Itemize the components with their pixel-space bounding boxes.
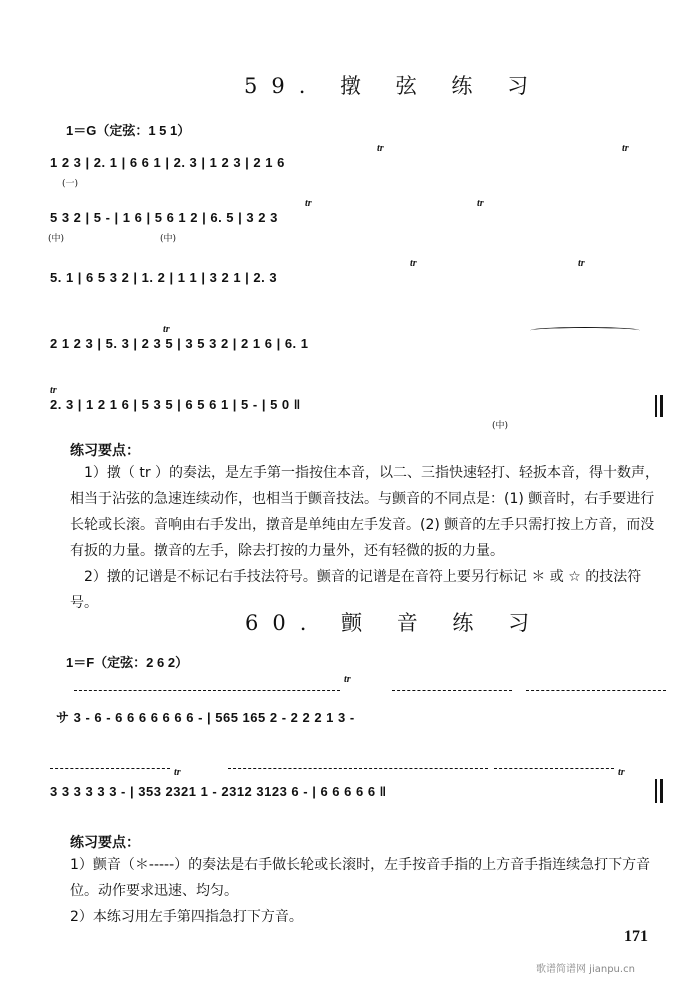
string-mark: (中) [492,421,509,431]
notation-line-2: 5 3 2 | 5 - | 1 6 | 5 6 1 2 | 6. 5 | 3 2 3 [50,210,278,225]
practice-paragraph-2: 2）撴的记谱是不标记右手技法符号。颤音的记谱是在音符上要另行标记 ＊ 或 ☆ 的技法符号。 [70,569,642,611]
practice-notes-60 [70,852,666,930]
tie-arc [530,327,640,334]
practice-header-59: 练习要点： [70,442,140,458]
trill-mark: tr [344,674,351,685]
watermark: 歌谱简谱网 jianpu.cn [536,964,635,975]
notation-line-3: 5. 1 | 6 5 3 2 | 1. 2 | 1 1 | 3 2 1 | 2. 3 [50,270,278,285]
final-barline-thick [660,779,663,803]
key-signature-60: 1＝F（定弦：2 6 2） [66,655,189,670]
final-barline-thick [660,395,663,417]
key-signature-59: 1＝G（定弦：1 5 1） [66,123,191,138]
tremolo-line [50,768,170,769]
tremolo-line [494,768,614,769]
practice-notes-59 [70,460,666,616]
practice-paragraph-1: 1）撴（ tr ）的奏法，是左手第一指按住本音，以二、三指快速轻打、轻扳本音，得十数声，相当于沾弦的急速连续动作，也相当于颤音技法。与颤音的不同点是：(1) 颤音时，右手要进行长轮或长滚。音响由右手发出，撴音是单纯由左手发音。(2) 颤音的左手只需打按上方音，而没有扳的力量。撴音的左手，除去打按的力量外，还有轻微的扳的力量。 [70,465,660,559]
trill-mark: tr [618,767,625,778]
tremolo-line [228,768,488,769]
notation-line-1: 1 2 3 | 2. 1 | 6 6 1 | 2. 3 | 1 2 3 | 2 1 6 [50,155,285,170]
practice-header-60: 练习要点： [70,834,140,850]
trill-mark: tr [163,324,170,335]
trill-mark: tr [578,258,585,269]
tremolo-line [74,690,340,691]
final-barline-thin [655,395,657,417]
practice-paragraph-4: 2）本练习用左手第四指急打下方音。 [70,909,303,925]
trill-mark: tr [50,385,57,396]
trill-mark: tr [477,198,484,209]
notation-line-5: 2. 3 | 1 2 1 6 | 5 3 5 | 6 5 6 1 | 5 - | 5 0 ‖ [50,397,301,412]
string-mark: (中) [160,234,177,244]
trill-mark: tr [174,767,181,778]
trill-mark: tr [305,198,312,209]
string-mark: (一) [62,179,79,189]
practice-paragraph-3: 1）颤音（＊-----）的奏法是右手做长轮或长滚时，左手按音手指的上方音手指连续急打下方音位。动作要求迅速、均匀。 [70,857,651,899]
tremolo-line [392,690,512,691]
notation-line-4: 2 1 2 3 | 5. 3 | 2 3 5 | 3 5 3 2 | 2 1 6 | 6. 1 [50,336,309,351]
notation-line-6: サ 3 - 6 - 6 6 6 6 6 6 6 - | 565 165 2 - 2 2 2 1 3 - [56,710,355,725]
trill-mark: tr [410,258,417,269]
exercise-60-title: 60. 颤 音 练 习 [245,611,544,635]
page-number: 171 [624,928,648,945]
tremolo-line [526,690,666,691]
trill-mark: tr [622,143,629,154]
exercise-59-title: 59. 撴 弦 练 习 [244,74,543,98]
final-barline-thin [655,779,657,803]
trill-mark: tr [377,143,384,154]
string-mark: (中) [48,234,65,244]
notation-line-7: 3 3 3 3 3 3 - | 353 2321 1 - 2312 3123 6 - | 6 6 6 6 6 ‖ [50,784,387,799]
